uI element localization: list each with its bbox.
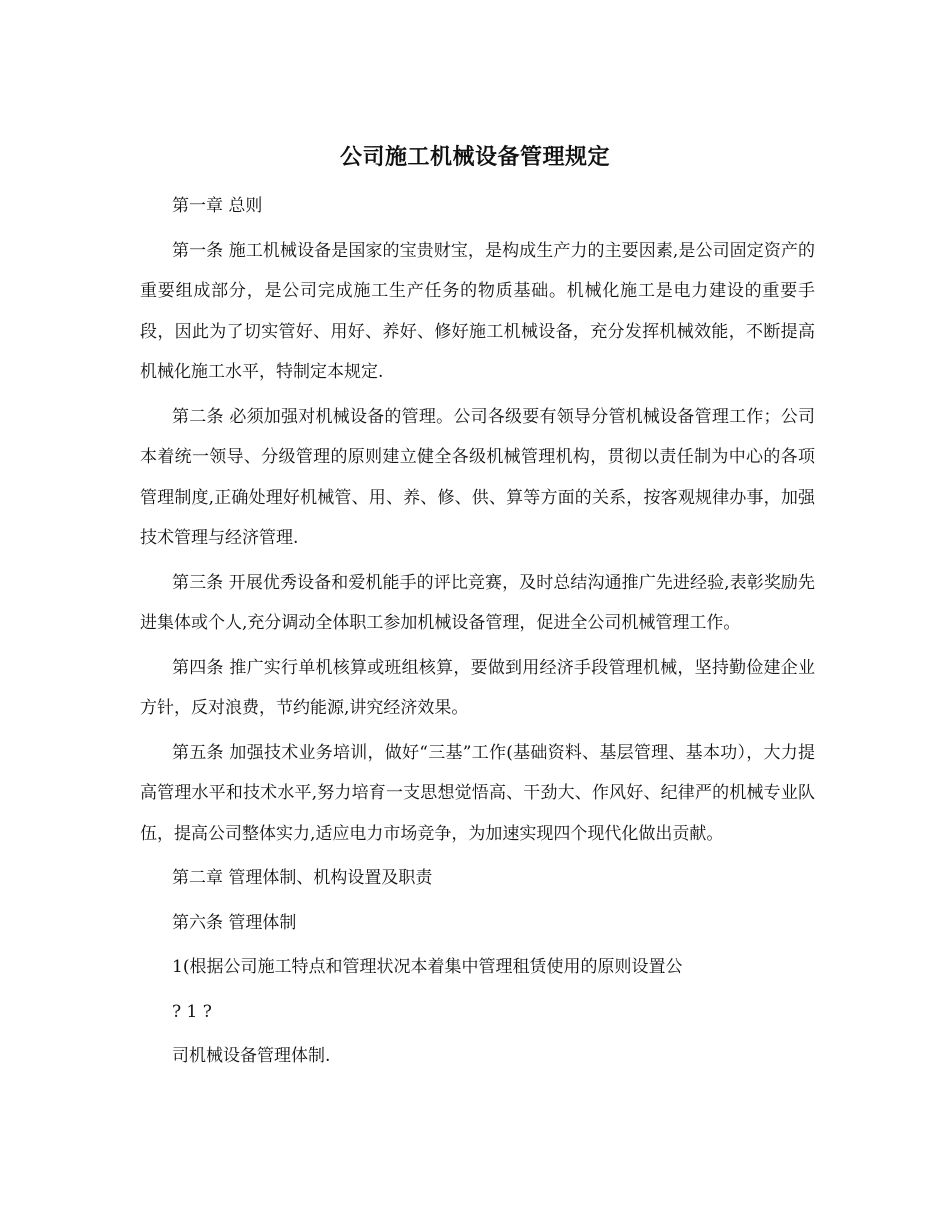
article-6-item-1-continued: 司机械设备管理体制.	[172, 1046, 331, 1066]
page-number: ? 1 ?	[172, 1001, 212, 1022]
article-4: 第四条 推广实行单机核算或班组核算，要做到用经济手段管理机械，坚持勤俭建企业方针，反对浪费，节约能源,讲究经济效果。	[140, 657, 815, 718]
document-title: 公司施工机械设备管理规定	[339, 144, 610, 170]
article-2: 第二条 必须加强对机械设备的管理。公司各级要有领导分管机械设备管理工作；公司本着统一领导、分级管理的原则建立健全各级机械管理机构，贯彻以责任制为中心的各项管理制度,正确处理好机械管、用、养、修、供、算等方面的关系，按客观规律办事，加强技术管理与经济管理.	[140, 406, 815, 548]
document-body	[140, 186, 815, 1081]
article-6-item-1: 1(根据公司施工特点和管理状况本着集中管理租赁使用的原则设置公	[172, 957, 683, 977]
article-6-heading: 第六条 管理体制	[172, 912, 297, 933]
chapter-2-heading: 第二章 管理体制、机构设置及职责	[172, 868, 433, 888]
chapter-1-heading: 第一章 总则	[172, 196, 263, 216]
article-1: 第一条 施工机械设备是国家的宝贵财宝，是构成生产力的主要因素,是公司固定资产的重要组成部分，是公司完成施工生产任务的物质基础。机械化施工是电力建设的重要手段，因此为了切实管好、用好、养好、修好施工机械设备，充分发挥机械效能，不断提高机械化施工水平，特制定本规定.	[140, 240, 815, 382]
article-3: 第三条 开展优秀设备和爱机能手的评比竞赛，及时总结沟通推广先进经验,表彰奖励先进集体或个人,充分调动全体职工参加机械设备管理，促进全公司机械管理工作。	[140, 572, 815, 633]
article-5: 第五条 加强技术业务培训，做好“三基”工作(基础资料、基层管理、基本功），大力提高管理水平和技术水平,努力培育一支思想觉悟高、干劲大、作风好、纪律严的机械专业队伍，提高公司整体实力,适应电力市场竞争，为加速实现四个现代化做出贡献。	[140, 742, 815, 844]
